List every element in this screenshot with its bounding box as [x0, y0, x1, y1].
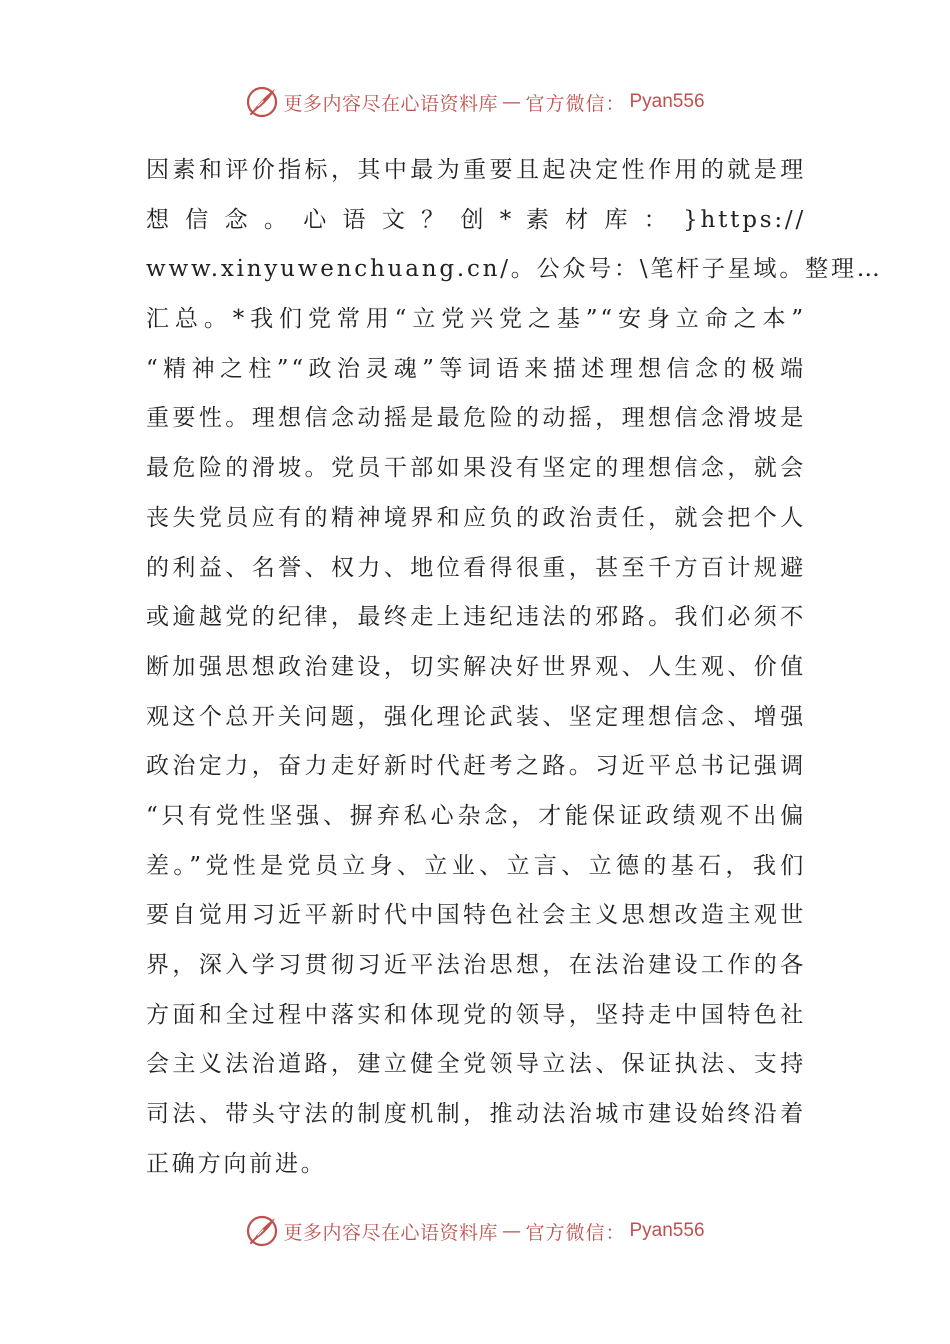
body-line: 差。”党性是党员立身、立业、立言、立德的基石，我们: [146, 852, 806, 879]
body-line: 丧失党员应有的精神境界和应负的政治责任，就会把个人: [146, 504, 806, 531]
quill-logo-icon: [245, 85, 279, 119]
document-body: [146, 146, 883, 1189]
body-line: 政治定力，奋力走好新时代赶考之路。习近平总书记强调: [146, 753, 806, 780]
body-line: 最危险的滑坡。党员干部如果没有坚定的理想信念，就会: [146, 455, 806, 482]
banner-wechat-label: 官方微信：: [525, 92, 626, 115]
body-line: 的利益、名誉、权力、地位看得很重，甚至千方百计规避: [146, 554, 806, 581]
body-line: “只有党性坚强、摒弃私心杂念，才能保证政绩观不出偏: [146, 802, 806, 829]
body-line: 重要性。理想信念动摇是最危险的动摇，理想信念滑坡是: [146, 405, 806, 432]
body-line: 司法、带头守法的制度机制，推动法治城市建设始终沿着: [146, 1101, 806, 1128]
banner-wechat-id: Pyan556: [629, 91, 705, 112]
banner-wechat-id: Pyan556: [629, 1220, 705, 1241]
body-line: www.xinyuwenchuang.cn/。公众号：\笔杆子星域。整理…: [146, 256, 883, 283]
quill-logo-icon: [245, 1214, 279, 1248]
body-line: 会主义法治道路，建立健全党领导立法、保证执法、支持: [146, 1051, 806, 1078]
body-line: 汇总。*我们党常用“立党兴党之基”“安身立命之本”: [146, 306, 806, 333]
banner-dash: —: [501, 91, 522, 113]
body-line: 因素和评价指标，其中最为重要且起决定性作用的就是理: [146, 157, 806, 183]
body-line: 或逾越党的纪律，最终走上违纪违法的邪路。我们必须不: [146, 604, 806, 631]
body-line: 界，深入学习贯彻习近平法治思想，在法治建设工作的各: [146, 952, 806, 978]
banner-dash: —: [501, 1220, 522, 1242]
footer-banner: [0, 1211, 950, 1251]
body-line: 观这个总开关问题，强化理论武装、坚定理想信念、增强: [146, 703, 806, 730]
body-line: “精神之柱”“政治灵魂”等词语来描述理想信念的极端: [146, 355, 806, 382]
banner-title: 更多内容尽在心语资料库: [283, 92, 498, 115]
body-line: 要自觉用习近平新时代中国特色社会主义思想改造主观世: [146, 902, 806, 929]
banner-wechat-label: 官方微信：: [525, 1221, 626, 1244]
banner-title: 更多内容尽在心语资料库: [283, 1221, 498, 1244]
body-line: 方面和全过程中落实和体现党的领导，坚持走中国特色社: [146, 1001, 806, 1028]
body-line: 想 信 念 。 心 语 文 ？ 创 * 素 材 库 ： }https://: [146, 206, 806, 233]
body-line-last: 正确方向前进。: [146, 1150, 327, 1177]
body-line: 断加强思想政治建设，切实解决好世界观、人生观、价值: [146, 653, 806, 680]
header-banner: [0, 82, 950, 122]
